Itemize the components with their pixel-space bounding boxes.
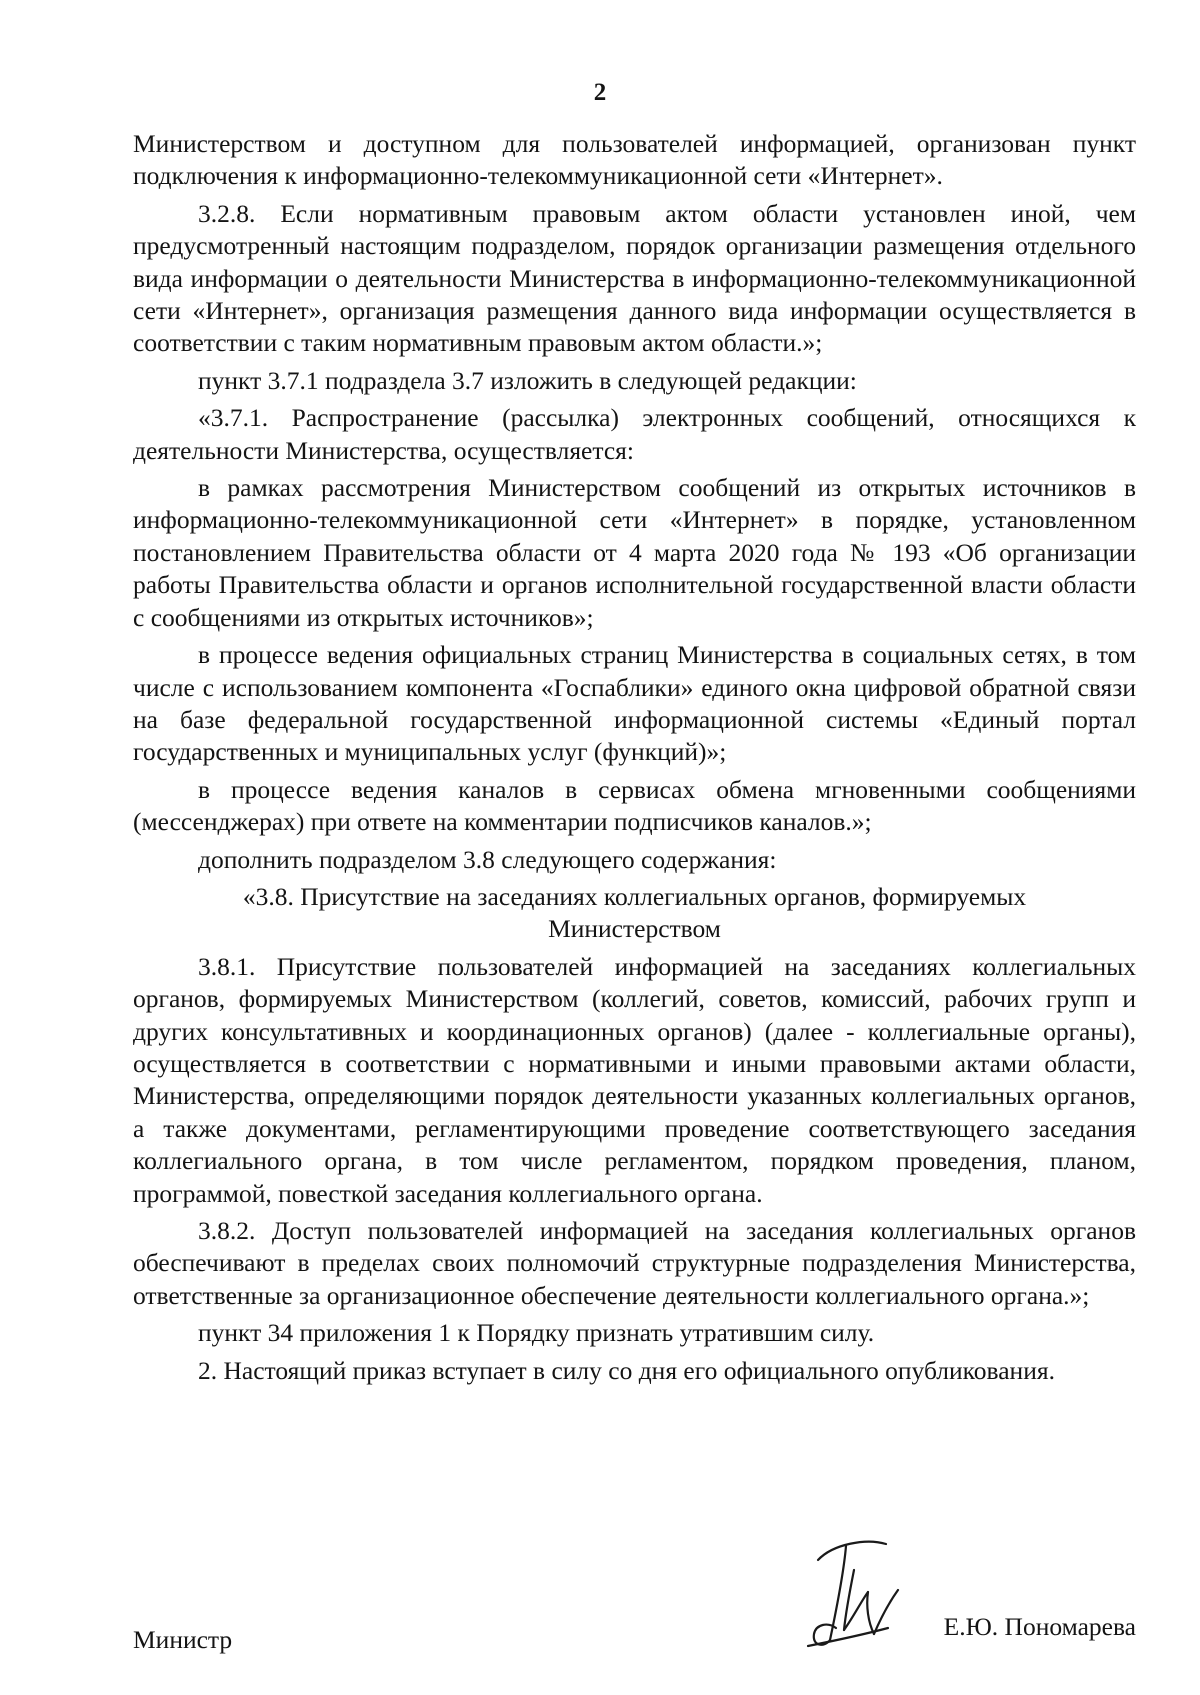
paragraph-continuation: Министерством и доступном для пользователей информацией, организован пункт подключения к информационно-телекоммуникационной сети «Интернет».	[133, 129, 1136, 191]
signatory-name: Е.Ю. Пономарева	[943, 1612, 1136, 1641]
signatory-title: Министр	[133, 1625, 233, 1654]
paragraph-social-networks: в процессе ведения официальных страниц Министерства в социальных сетях, в том числе с использованием компонента «Госпаблики» единого окна цифровой обратной связи на базе федеральной государственной информационной системы «Единый портал государственных и муниципальных услуг (функций)»;	[133, 640, 1136, 767]
paragraph-3-2-8: 3.2.8. Если нормативным правовым актом области установлен иной, чем предусмотренный настоящим подразделом, порядок организации размещения отдельного вида информации о деятельности Министерства в информационно-телекоммуникационной сети «Интернет», организация размещения данного вида информации осуществляется в соответствии с таким нормативным правовым актом области.»;	[133, 198, 1136, 358]
paragraph-add-3-8: дополнить подразделом 3.8 следующего содержания:	[198, 844, 777, 874]
paragraph-3-8-1: 3.8.1. Присутствие пользователей информацией на заседаниях коллегиальных органов, формируемых Министерством (коллегий, советов, комиссий, рабочих групп и других консультативных и координационных органов) (далее - коллегиальные органы), осуществляется в соответствии с нормативными и иными правовыми актами области, Министерства, определяющими порядок деятельности указанных коллегиальных органов, а также документами, регламентирующими проведение соответствующего заседания коллегиального органа, в том числе регламентом, порядком проведения, планом, программой, повесткой заседания коллегиального органа.	[133, 951, 1136, 1208]
paragraph-amend-3-7-1: пункт 3.7.1 подраздела 3.7 изложить в следующей редакции:	[198, 365, 857, 395]
document-body	[133, 128, 1136, 1392]
paragraph-effective-date: 2. Настоящий приказ вступает в силу со дня его официального опубликования.	[198, 1355, 1055, 1385]
section-heading-3-8: «3.8. Присутствие на заседаниях коллегиальных органов, формируемых Министерством	[242, 881, 1027, 944]
paragraph-open-sources: в рамках рассмотрения Министерством сообщений из открытых источников в информационно-телекоммуникационной сети «Интернет» в порядке, установленном постановлением Правительства области от 4 марта 2020 года № 193 «Об организации работы Правительства области и органов исполнительной государственной власти области с сообщениями из открытых источников»;	[133, 473, 1136, 632]
handwritten-signature-icon	[788, 1530, 908, 1655]
page-number: 2	[593, 79, 607, 106]
paragraph-messengers: в процессе ведения каналов в сервисах обмена мгновенными сообщениями (мессенджерах) при ответе на комментарии подписчиков каналов.»;	[133, 774, 1136, 837]
paragraph-3-7-1: «3.7.1. Распространение (рассылка) электронных сообщений, относящихся к деятельности Министерства, осуществляется:	[133, 403, 1136, 465]
signature-block	[133, 1520, 1136, 1690]
paragraph-3-8-2: 3.8.2. Доступ пользователей информацией на заседания коллегиальных органов обеспечивают в пределах своих полномочий структурные подразделения Министерства, ответственные за организационное обеспечение деятельности коллегиального органа.»;	[133, 1216, 1136, 1310]
paragraph-item-34: пункт 34 приложения 1 к Порядку признать утратившим силу.	[198, 1318, 875, 1348]
